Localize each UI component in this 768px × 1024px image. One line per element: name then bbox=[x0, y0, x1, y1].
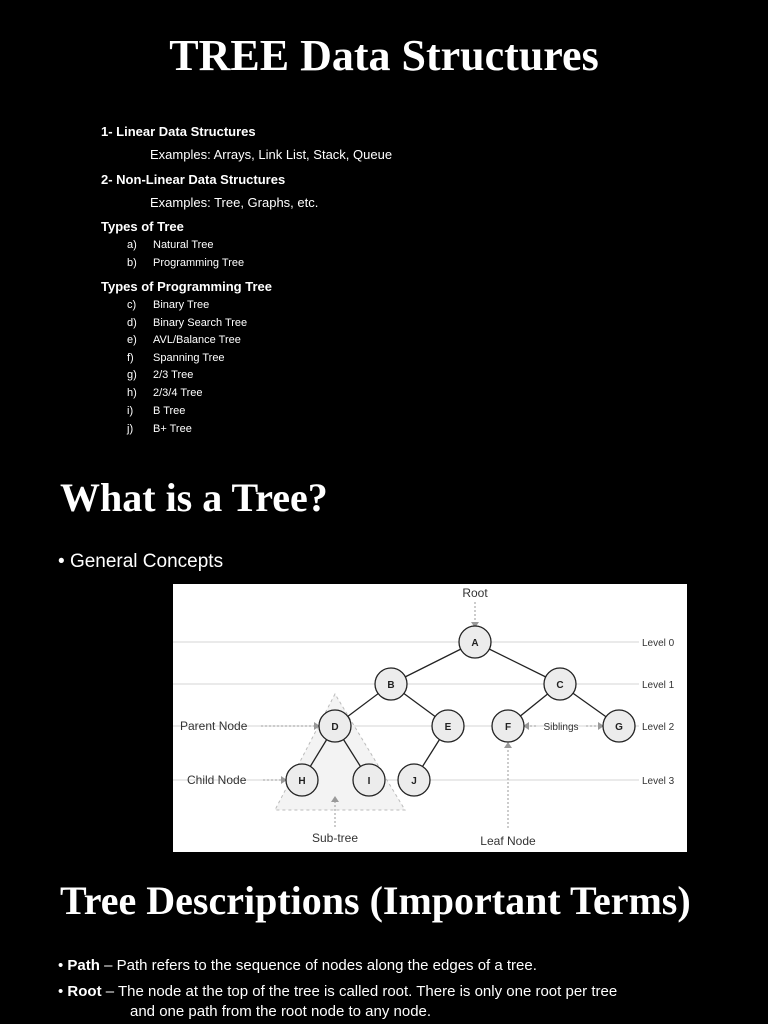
slide-tree-data-structures bbox=[0, 0, 768, 436]
linear-examples: Examples: Arrays, Link List, Stack, Queue bbox=[150, 147, 393, 162]
term-text-continued: and one path from the root node to any node. bbox=[130, 1003, 432, 1020]
list-marker: a) bbox=[127, 239, 137, 251]
node-label-j: J bbox=[411, 776, 417, 787]
node-label-b: B bbox=[387, 680, 395, 691]
bullet-item bbox=[58, 551, 223, 573]
list-marker: f) bbox=[127, 352, 134, 364]
node-label-e: E bbox=[444, 722, 452, 733]
list-marker: d) bbox=[127, 317, 137, 329]
level-label: Level 3 bbox=[642, 776, 675, 787]
term-name: Path bbox=[67, 957, 100, 974]
term-name: Root bbox=[67, 983, 102, 1000]
list-label: B+ Tree bbox=[153, 423, 192, 435]
list-marker: b) bbox=[127, 257, 137, 269]
level-label: Level 2 bbox=[642, 722, 675, 733]
bullet-icon: • bbox=[58, 551, 65, 572]
types-heading: Types of Tree bbox=[101, 219, 184, 234]
list-label: 2/3/4 Tree bbox=[153, 387, 203, 399]
list-label: B Tree bbox=[153, 405, 186, 417]
level-labels bbox=[642, 638, 675, 787]
root-label: Root bbox=[462, 586, 488, 600]
slide-tree-descriptions bbox=[0, 872, 768, 1024]
term-text: – Path refers to the sequence of nodes along the edges of a tree. bbox=[99, 957, 537, 974]
node-label-i: I bbox=[367, 776, 371, 787]
slide-title: TREE Data Structures bbox=[169, 31, 599, 80]
node-label-g: G bbox=[615, 722, 623, 733]
list-label: Natural Tree bbox=[153, 239, 214, 251]
parent-node-label: Parent Node bbox=[180, 719, 248, 733]
list-marker: i) bbox=[127, 405, 134, 417]
list-marker: h) bbox=[127, 387, 137, 399]
bullet-text: General Concepts bbox=[69, 551, 224, 572]
list-label: Binary Tree bbox=[153, 299, 210, 311]
nonlinear-heading: 2- Non-Linear Data Structures bbox=[101, 172, 286, 187]
list-label: 2/3 Tree bbox=[153, 369, 194, 381]
siblings-label: Siblings bbox=[543, 722, 579, 733]
slide-what-is-a-tree bbox=[0, 436, 768, 872]
list-label: Programming Tree bbox=[153, 257, 245, 269]
subtree-label: Sub-tree bbox=[311, 831, 359, 845]
node-label-a: A bbox=[471, 638, 479, 649]
list-marker: j) bbox=[127, 423, 134, 435]
bullet-icon: • bbox=[58, 957, 68, 974]
prog-types-heading: Types of Programming Tree bbox=[101, 279, 272, 294]
term-item-root bbox=[58, 982, 738, 1022]
slide-title: Tree Descriptions (Important Terms) bbox=[60, 878, 691, 923]
term-item-path bbox=[58, 956, 738, 976]
leaf-node-label: Leaf Node bbox=[480, 834, 536, 848]
node-label-f: F bbox=[504, 722, 512, 733]
list-label: AVL/Balance Tree bbox=[153, 334, 241, 346]
level-label: Level 1 bbox=[642, 680, 675, 691]
node-label-d: D bbox=[331, 722, 339, 733]
node-label-c: C bbox=[556, 680, 564, 691]
bullet-icon: • bbox=[58, 983, 68, 1000]
child-node-label: Child Node bbox=[187, 773, 247, 787]
node-label-h: H bbox=[298, 776, 306, 787]
list-marker: c) bbox=[127, 299, 137, 311]
tree-diagram-svg bbox=[173, 584, 687, 852]
linear-heading: 1- Linear Data Structures bbox=[101, 124, 256, 139]
list-label: Binary Search Tree bbox=[153, 317, 248, 329]
level-label: Level 0 bbox=[642, 638, 675, 649]
list-label: Spanning Tree bbox=[153, 352, 225, 364]
list-marker: g) bbox=[127, 369, 137, 381]
slide-title: What is a Tree? bbox=[60, 475, 328, 520]
arrowhead bbox=[504, 742, 512, 748]
level-lines bbox=[173, 642, 639, 780]
term-text: – The node at the top of the tree is called root. There is only one root per tree bbox=[101, 983, 618, 1000]
list-marker: e) bbox=[127, 334, 137, 346]
nonlinear-examples: Examples: Tree, Graphs, etc. bbox=[150, 195, 319, 210]
tree-diagram bbox=[173, 584, 687, 852]
